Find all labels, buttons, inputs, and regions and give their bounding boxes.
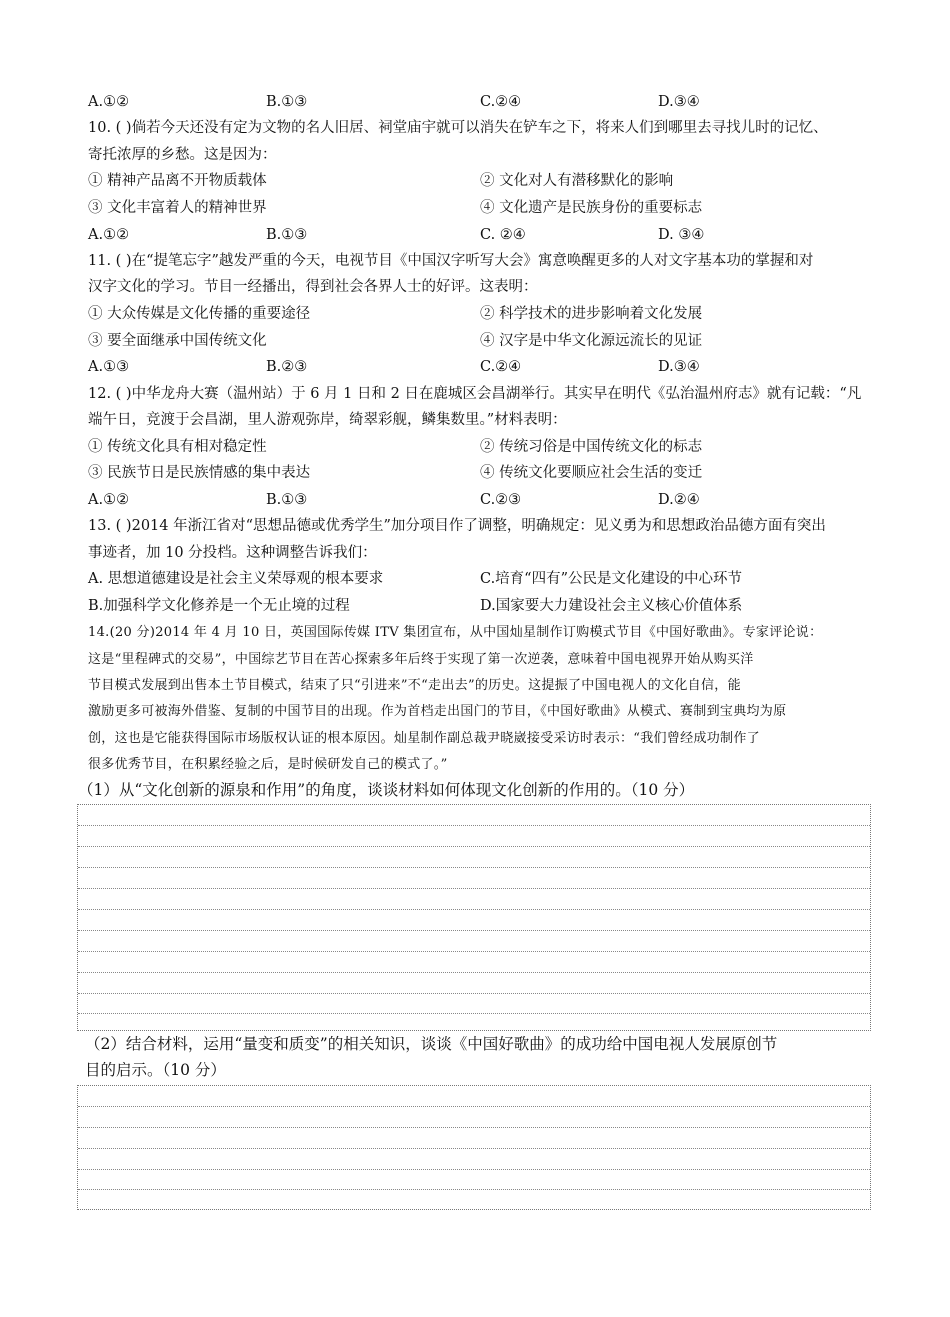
q9-option-b: B.①③ [266,94,308,110]
q10-item-3: ③ 文化丰富着人的精神世界 [88,200,267,216]
q13-option-a: A. 思想道德建设是社会主义荣辱观的根本要求 [88,571,384,587]
q13-option-b: B.加强科学文化修养是一个无止境的过程 [88,598,350,614]
q13-option-c: C.培育“四有”公民是文化建设的中心环节 [480,571,743,587]
q11-item-2: ② 科学技术的进步影响着文化发展 [480,306,703,322]
q14-sub1-prompt: （1）从“文化创新的源泉和作用”的角度，谈谈材料如何体现文化创新的作用的。（10 分） [78,781,695,799]
q12-option-d: D.②④ [658,492,700,508]
q12-option-c: C.②③ [480,492,522,508]
q14-material-line2: 这是“里程碑式的交易”，中国综艺节目在苦心探索多年后终于实现了第一次逆袭，意味着中国电视界开始从购买洋 [88,652,754,667]
q14-material-line5: 创，这也是它能获得国际市场版权认证的根本原因。灿星制作副总裁尹晓崴接受采访时表示：“我们曾经成功制作了 [88,731,760,746]
q11-option-c: C.②④ [480,359,522,375]
q12-stem-line1: 12. ( )中华龙舟大赛（温州站）于 6 月 1 日和 2 日在鹿城区会昌湖举行。其实早在明代《弘治温州府志》就有记载：“凡 [88,386,862,402]
q10-stem-line2: 寄托浓厚的乡愁。这是因为： [88,147,277,163]
q14-material-line4: 激励更多可被海外借鉴、复制的中国节目的出现。作为首档走出国门的节目，《中国好歌曲》从模式、赛制到宝典均为原 [88,704,787,719]
q11-option-a: A.①③ [88,359,130,375]
answer-line [78,825,870,826]
answer-line [78,1148,870,1149]
q14-material-line6: 很多优秀节目，在积累经验之后，是时候研发自己的模式了。” [88,757,448,772]
answer-line [78,867,870,868]
q11-option-d: D.③④ [658,359,700,375]
answer-line [78,846,870,847]
q14-sub1-answer-area[interactable] [77,804,871,1031]
answer-line [78,1189,870,1190]
answer-line [78,993,870,994]
q14-sub2-answer-area[interactable] [77,1085,871,1210]
q9-option-d: D.③④ [658,94,700,110]
answer-line [78,972,870,973]
q10-stem-line1: 10. ( )倘若今天还没有定为文物的名人旧居、祠堂庙宇就可以消失在铲车之下，将来人们到哪里去寻找儿时的记忆、 [88,120,828,136]
answer-line [78,1169,870,1170]
q12-item-4: ④ 传统文化要顺应社会生活的变迁 [480,465,703,481]
q14-material-line3: 节目模式发展到出售本土节目模式，结束了只“引进来”不“走出去”的历史。这提振了中国电视人的文化自信，能 [88,678,741,693]
q11-option-b: B.②③ [266,359,308,375]
answer-line [78,909,870,910]
q10-item-4: ④ 文化遗产是民族身份的重要标志 [480,200,703,216]
q12-option-b: B.①③ [266,492,308,508]
answer-line [78,1013,870,1014]
q11-item-4: ④ 汉字是中华文化源远流长的见证 [480,333,703,349]
answer-line [78,1106,870,1107]
q12-item-1: ① 传统文化具有相对稳定性 [88,439,267,455]
q12-option-a: A.①② [88,492,130,508]
q9-option-a: A.①② [88,94,130,110]
q9-option-c: C.②④ [480,94,522,110]
q10-option-c: C. ②④ [480,227,526,243]
q13-stem-line2: 事迹者，加 10 分投档。这种调整告诉我们： [88,545,377,561]
q13-option-d: D.国家要大力建设社会主义核心价值体系 [480,598,743,614]
answer-line [78,1127,870,1128]
q13-stem-line1: 13. ( )2014 年浙江省对“思想品德或优秀学生”加分项目作了调整，明确规定：见义勇为和思想政治品德方面有突出 [88,518,826,534]
answer-line [78,888,870,889]
q14-material-line1: 14.(20 分)2014 年 4 月 10 日，英国国际传媒 ITV 集团宣布，从中国灿星制作订购模式节目《中国好歌曲》。专家评论说： [88,625,823,640]
q12-item-2: ② 传统习俗是中国传统文化的标志 [480,439,703,455]
q11-stem-line2: 汉字文化的学习。节目一经播出，得到社会各界人士的好评。这表明： [88,279,538,295]
answer-line [78,930,870,931]
q14-sub2-prompt-line2: 目的启示。（10 分） [85,1061,226,1079]
q11-item-1: ① 大众传媒是文化传播的重要途径 [88,306,311,322]
q10-option-d: D. ③④ [658,227,705,243]
q10-item-1: ① 精神产品离不开物质载体 [88,173,267,189]
q10-option-a: A.①② [88,227,130,243]
q10-item-2: ② 文化对人有潜移默化的影响 [480,173,674,189]
q12-item-3: ③ 民族节日是民族情感的集中表达 [88,465,311,481]
q12-stem-line2: 端午日，竞渡于会昌湖，里人游观弥岸，绮翠彩舰，鳞集数里。”材料表明： [88,412,567,428]
q11-stem-line1: 11. ( )在“提笔忘字”越发严重的今天，电视节目《中国汉字听写大会》寓意唤醒更多的人对文字基本功的掌握和对 [88,253,814,269]
q11-item-3: ③ 要全面继承中国传统文化 [88,333,267,349]
answer-line [78,951,870,952]
q10-option-b: B.①③ [266,227,308,243]
q14-sub2-prompt-line1: （2）结合材料，运用“量变和质变”的相关知识，谈谈《中国好歌曲》的成功给中国电视人发展原创节 [85,1035,778,1053]
